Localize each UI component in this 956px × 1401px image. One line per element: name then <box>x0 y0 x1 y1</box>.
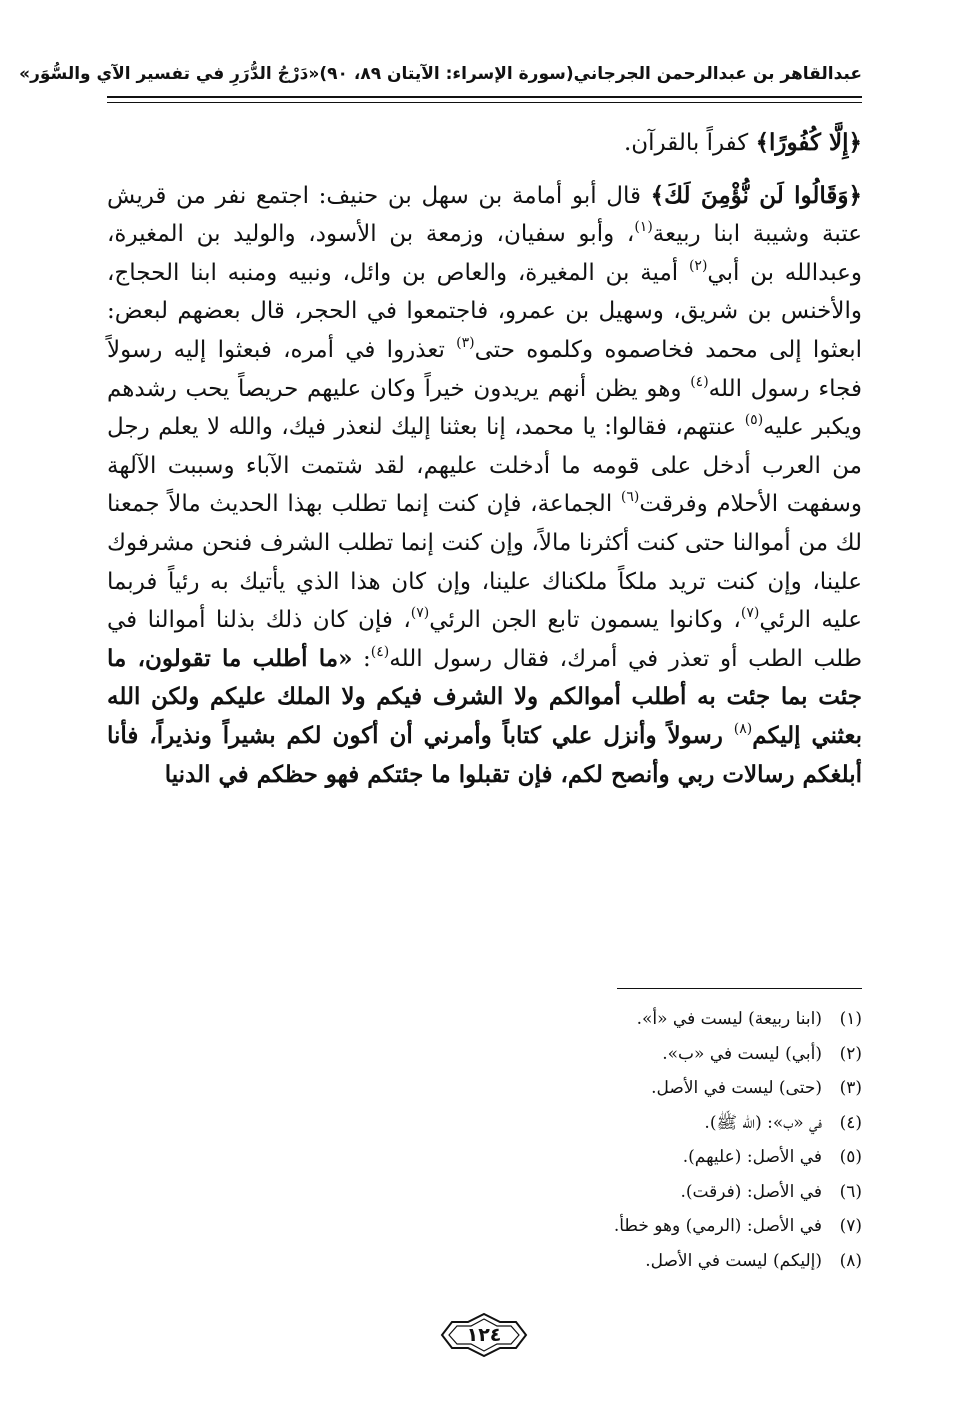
footnote-text: في الأصل: (الرمي) وهو خطأ. <box>613 1216 822 1236</box>
text-segment: : <box>352 645 371 672</box>
footnote-marker: (١) <box>634 219 653 236</box>
footnote-marker: (٧) <box>740 605 760 622</box>
footnote-marker: (٢) <box>688 257 708 274</box>
footnote-text: (حتى) ليست في الأصل. <box>651 1078 822 1098</box>
footnote-text: (أبي) ليست في «ب». <box>662 1043 822 1064</box>
footnote-number: (١) <box>839 1009 862 1029</box>
tafsir-text: كفراً بالقرآن. <box>623 130 756 156</box>
text-segment: ، وكانوا يسمون تابع الجن الرئي <box>429 607 741 634</box>
footnote <box>107 1002 862 1037</box>
hadith-quote: «ما أطلب ما تقولون، ما جئت بما جئت به أطلب أموالكم ولا الشرف فيكم ولا الملك عليكم ولكن الله بعثني إليكم <box>107 644 862 749</box>
quran-verse: ﴿وَقَالُوا لَن نُّؤْمِنَ لَكَ﴾ <box>650 181 862 209</box>
footnote <box>107 1071 862 1106</box>
footnote-number: (٨) <box>839 1250 862 1271</box>
footnote-text: في «ب»: (الله ﷺ). <box>704 1112 822 1133</box>
text-segment: الجماعة، فإن كنت إنما تطلب بهذا الحديث مالاً جمعنا لك من أموالنا حتى كنت أكثرنا مالاً، وإن كنت إنما تطلب الشرف فنحن مشرفوك علينا، وإن كنت تريد ملكاً ملكناك علينا، وإن كان هذا الذي يأتيك به رئياً فربما عليه الرئي <box>107 491 862 634</box>
footnote-marker: (٤) <box>370 643 390 660</box>
footnote <box>107 1244 862 1279</box>
footnote-marker: (٥) <box>744 412 764 429</box>
footnote-text: (إليكم) ليست في الأصل. <box>645 1250 822 1271</box>
footnote <box>107 1140 862 1175</box>
hadith-quote: رسولاً وأنزل علي كتاباً وأمرني أن أكون لكم بشيراً ونذيراً، فأنا أبلغكم رسالات ربي وأنصح لكم، فإن تقبلوا ما جئتكم فهو حظكم في الدنيا <box>107 721 862 788</box>
footnote-marker: (٤) <box>690 373 709 390</box>
footnote <box>107 1209 862 1244</box>
footnote-text: في الأصل: (فرقت). <box>680 1181 822 1202</box>
paragraph-1 <box>107 124 862 163</box>
footnote-text: في الأصل: (عليهم). <box>682 1147 822 1167</box>
paragraph-2 <box>107 177 862 795</box>
footnote-text: (ابنا ربيعة) ليست في «أ». <box>636 1009 822 1029</box>
footnote-marker: (٨) <box>733 720 753 737</box>
footnote-marker: (٣) <box>456 334 475 351</box>
header-rule <box>107 96 862 103</box>
text-segment: قال أبو أمامة بن سهل بن حنيف: اجتمع نفر من قريش عتبة وشيبة ابنا ربيعة <box>107 182 862 248</box>
footnote-marker: (٦) <box>620 489 640 506</box>
header-author: عبدالقاهر بن عبدالرحمن الجرجاني <box>573 64 862 84</box>
text-segment: عنتهم، فقالوا: يا محمد، إنا بعثنا إليك لنعذر فيك، والله لا يعلم رجل من العرب أدخل على قومه ما أدخلت عليهم، لقد شتمت الآباء وسببت الآلهة وسفهت الأحلام وفرقت <box>107 414 863 518</box>
footnote-number: (٣) <box>839 1078 862 1098</box>
footnote-rule <box>617 988 862 989</box>
footnote-marker: (٧) <box>410 605 430 622</box>
quran-verse: ﴿إِلَّا كُفُورًا﴾ <box>755 129 862 156</box>
footnote-number: (٧) <box>839 1216 862 1236</box>
header-book-title: «دَرْجُ الدُّرَرِ في تفسير الآي والسُّوَر» <box>19 64 320 84</box>
footnote <box>107 1037 862 1072</box>
text-segment: وهو يظن أنهم يريدون خيراً وكان عليهم حريصاً يحب رشدهم ويكبر عليه <box>107 375 862 441</box>
page-number: ١٢٤ <box>466 1324 502 1346</box>
running-header <box>19 56 862 92</box>
footnote-number: (٥) <box>839 1147 862 1167</box>
footnote-number: (٢) <box>839 1043 862 1064</box>
text-segment: ، فإن كان ذلك بذلنا أموالنا في طلب الطب أو تعذر في أمرك، فقال رسول الله <box>107 607 863 672</box>
footnote-number: (٤) <box>839 1112 862 1133</box>
footnote <box>107 1106 862 1141</box>
header-surah-reference: (سورة الإسراء: الآيتان ٨٩، ٩٠) <box>319 64 574 84</box>
text-segment: ، وأبو سفيان، وزمعة بن الأسود، والوليد بن المغيرة، وعبدالله بن أبي <box>107 221 862 286</box>
footnote-number: (٦) <box>839 1181 862 1202</box>
text-segment: تعذروا في أمره، فبعثوا إليه رسولاً فجاء رسول الله <box>107 336 862 402</box>
main-text <box>107 124 862 794</box>
footnotes <box>107 1002 862 1278</box>
footnote <box>107 1175 862 1210</box>
text-segment: أمية بن المغيرة، والعاص بن وائل، ونبيه ومنبه ابنا الحجاج، والأخنس بن شريق، وسهيل بن عمرو، فاجتمعوا في الحجر، قال بعضهم لبعض: ابعثوا إلى محمد فخاصموه وكلموه حتى <box>107 259 862 363</box>
